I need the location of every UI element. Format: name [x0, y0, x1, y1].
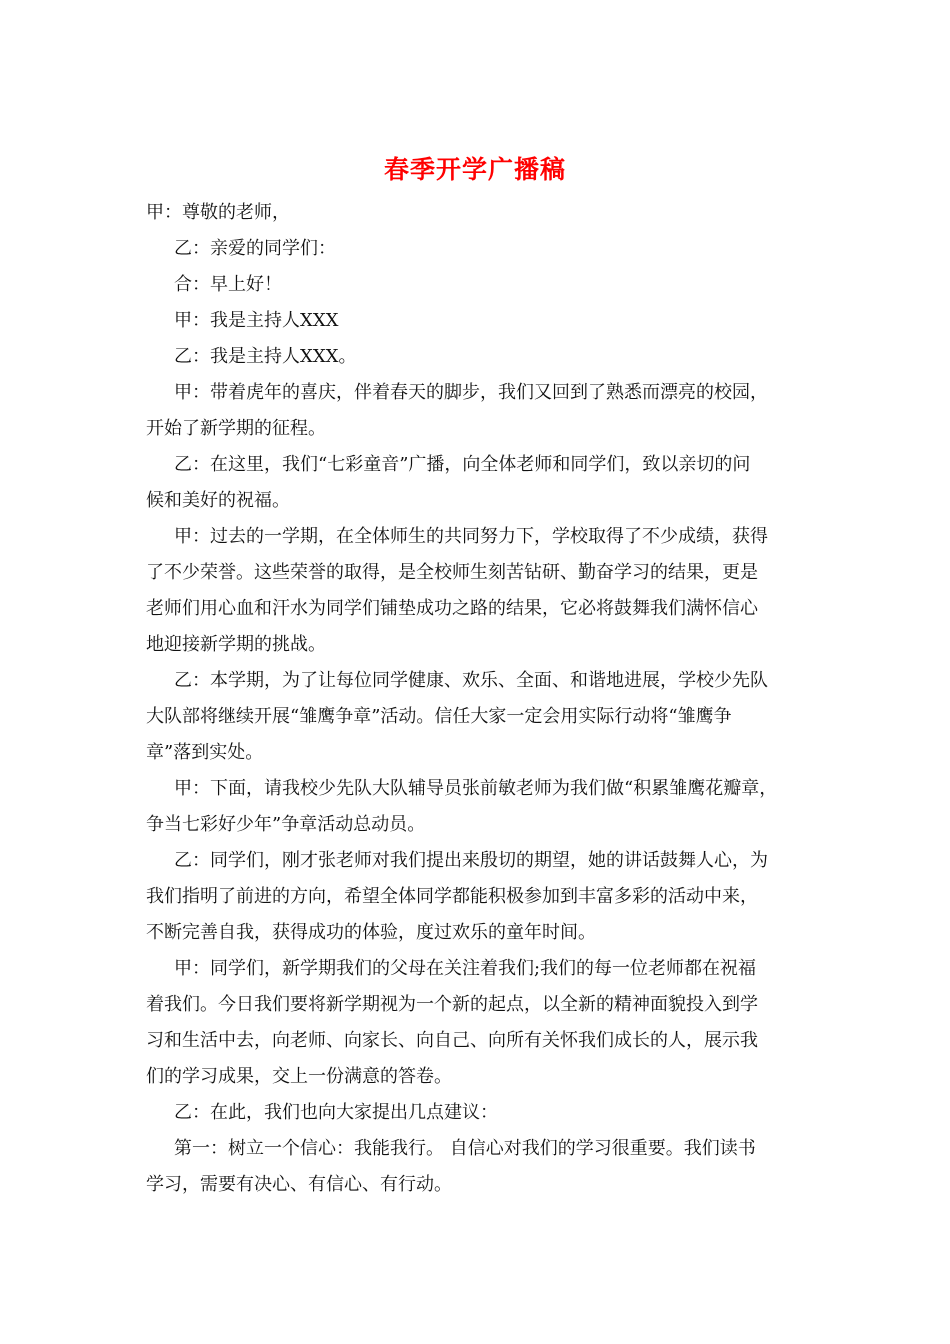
- text-line: 争当七彩好少年”争章活动总动员。: [146, 814, 426, 835]
- text-line: 甲：我是主持人XXX: [174, 310, 339, 331]
- text-line: 甲：尊敬的老师，: [146, 202, 290, 223]
- text-line: 了不少荣誉。这些荣誉的取得，是全校师生刻苦钻研、勤奋学习的结果，更是: [146, 562, 758, 583]
- text-line: 乙：本学期，为了让每位同学健康、欢乐、全面、和谐地进展，学校少先队: [174, 670, 768, 691]
- text-line: 甲：同学们，新学期我们的父母在关注着我们;我们的每一位老师都在祝福: [174, 958, 757, 979]
- text-line: 乙：亲爱的同学们：: [174, 238, 336, 259]
- text-line: 合：早上好！: [174, 274, 282, 295]
- text-line: 老师们用心血和汗水为同学们铺垫成功之路的结果，它必将鼓舞我们满怀信心: [146, 598, 758, 619]
- text-line: 们的学习成果，交上一份满意的答卷。: [146, 1066, 452, 1087]
- text-line: 候和美好的祝福。: [146, 490, 290, 511]
- text-line: 不断完善自我，获得成功的体验，度过欢乐的童年时间。: [146, 922, 596, 943]
- text-line: 甲：带着虎年的喜庆，伴着春天的脚步，我们又回到了熟悉而漂亮的校园，: [174, 382, 768, 403]
- text-line: 乙：在这里，我们“七彩童音”广播，向全体老师和同学们，致以亲切的问: [174, 454, 751, 475]
- text-line: 乙：我是主持人XXX。: [174, 346, 357, 367]
- text-line: 我们指明了前进的方向，希望全体同学都能积极参加到丰富多彩的活动中来，: [146, 886, 758, 907]
- text-line: 乙：同学们，刚才张老师对我们提出来殷切的期望，她的讲话鼓舞人心，为: [174, 850, 768, 871]
- text-line: 大队部将继续开展“雏鹰争章”活动。信任大家一定会用实际行动将“雏鹰争: [146, 706, 732, 727]
- text-line: 着我们。今日我们要将新学期视为一个新的起点，以全新的精神面貌投入到学: [146, 994, 758, 1015]
- text-line: 甲：下面，请我校少先队大队辅导员张前敏老师为我们做“积累雏鹰花瓣章，: [174, 778, 778, 799]
- text-line: 开始了新学期的征程。: [146, 418, 326, 439]
- document-title: 春季开学广播稿: [383, 155, 566, 184]
- text-line: 章”落到实处。: [146, 742, 264, 763]
- text-line: 习和生活中去，向老师、向家长、向自己、向所有关怀我们成长的人，展示我: [146, 1030, 758, 1051]
- text-line: 甲：过去的一学期，在全体师生的共同努力下，学校取得了不少成绩，获得: [174, 526, 768, 547]
- text-line: 学习，需要有决心、有信心、有行动。: [146, 1174, 452, 1195]
- text-line: 乙：在此，我们也向大家提出几点建议：: [174, 1102, 498, 1123]
- text-line: 地迎接新学期的挑战。: [146, 634, 326, 655]
- text-line: 第一：树立一个信心：我能我行。 自信心对我们的学习很重要。我们读书: [174, 1138, 756, 1159]
